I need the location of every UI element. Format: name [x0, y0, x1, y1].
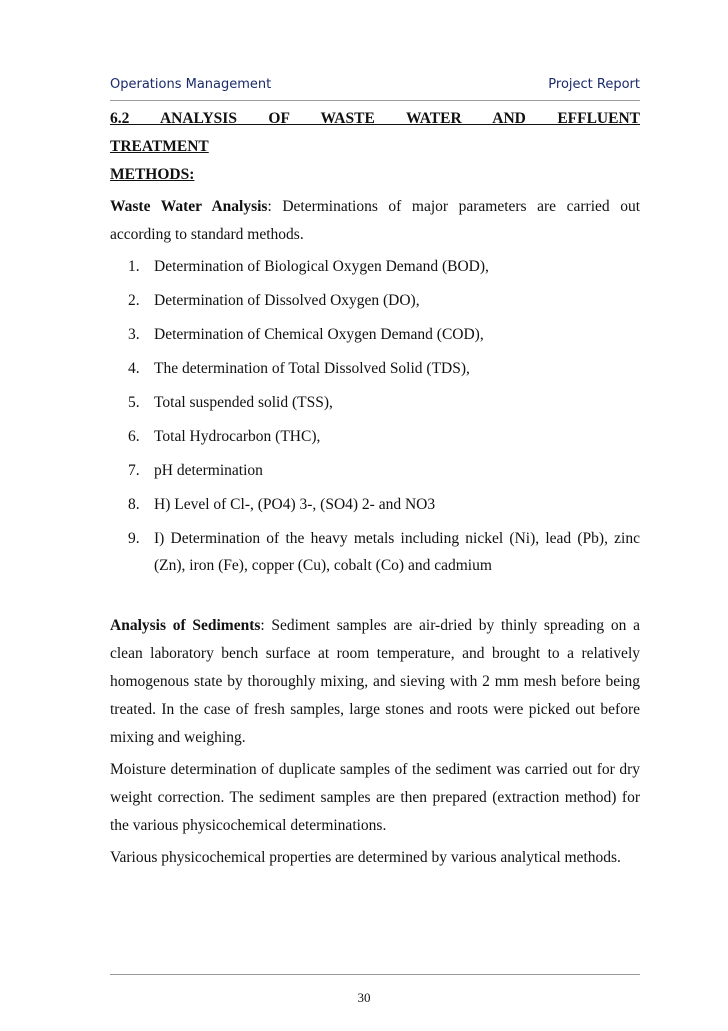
list-item-text: I) Determination of the heavy metals including nickel (Ni), lead (Pb), zinc (Zn), iron (Fe), copper (Cu), cobalt (Co) and cadmium: [154, 530, 640, 574]
page-number: 30: [357, 990, 371, 1005]
waste-water-paragraph: [110, 193, 640, 249]
header-report-label: Project Report: [548, 77, 640, 92]
list-item-text: Total suspended solid (TSS),: [154, 394, 333, 411]
list-item-number: 1.: [128, 258, 140, 275]
section-heading-line2: METHODS:: [110, 166, 195, 183]
list-item: [110, 423, 640, 450]
spacer: [110, 586, 640, 612]
header-title: Operations Management: [110, 77, 272, 92]
list-item-number: 5.: [128, 394, 140, 411]
sediments-text: : Sediment samples are air-dried by thinly spreading on a clean laboratory bench surface at room temperature, and brought to a relatively homogenous state by thoroughly mixing, and sieving with 2 mm mesh before being treated. In the case of fresh samples, large stones and roots were picked out before mixing and weighing.: [110, 617, 640, 746]
list-item-number: 3.: [128, 326, 140, 343]
list-item-text: H) Level of Cl-, (PO4) 3-, (SO4) 2- and NO3: [154, 496, 436, 513]
list-item-number: 9.: [128, 530, 140, 547]
list-item-number: 2.: [128, 292, 140, 309]
list-item: [110, 457, 640, 484]
parameter-list: [110, 253, 640, 579]
sediments-paragraph: [110, 612, 640, 752]
list-item-number: 8.: [128, 496, 140, 513]
page-header: [110, 74, 640, 101]
list-item-number: 6.: [128, 428, 140, 445]
list-item-number: 4.: [128, 360, 140, 377]
page-content: [110, 105, 640, 876]
waste-water-label: Waste Water Analysis: [110, 198, 268, 215]
list-item-number: 7.: [128, 462, 140, 479]
various-paragraph: Various physicochemical properties are determined by various analytical methods.: [110, 849, 621, 866]
list-item-text: The determination of Total Dissolved Solid (TDS),: [154, 360, 470, 377]
list-item-text: Total Hydrocarbon (THC),: [154, 428, 321, 445]
list-item-text: Determination of Biological Oxygen Demand (BOD),: [154, 258, 489, 275]
footer-divider: [110, 974, 640, 975]
list-item-text: Determination of Dissolved Oxygen (DO),: [154, 292, 420, 309]
list-item: [110, 253, 640, 280]
list-item: [110, 355, 640, 382]
list-item: [110, 525, 640, 579]
list-item-text: Determination of Chemical Oxygen Demand (COD),: [154, 326, 484, 343]
waste-water-text: : Determinations of major parameters are carried out according to standard methods.: [110, 198, 640, 243]
list-item: [110, 321, 640, 348]
sediments-label: Analysis of Sediments: [110, 617, 261, 634]
moisture-paragraph: Moisture determination of duplicate samples of the sediment was carried out for dry weight correction. The sediment samples are then prepared (extraction method) for the various physicochemical determinations.: [110, 761, 640, 834]
list-item: [110, 491, 640, 518]
list-item-text: pH determination: [154, 462, 263, 479]
section-heading: [110, 105, 640, 189]
list-item: [110, 389, 640, 416]
list-item: [110, 287, 640, 314]
section-heading-line1: 6.2 ANALYSIS OF WASTE WATER AND EFFLUENT TREATMENT: [110, 110, 640, 155]
